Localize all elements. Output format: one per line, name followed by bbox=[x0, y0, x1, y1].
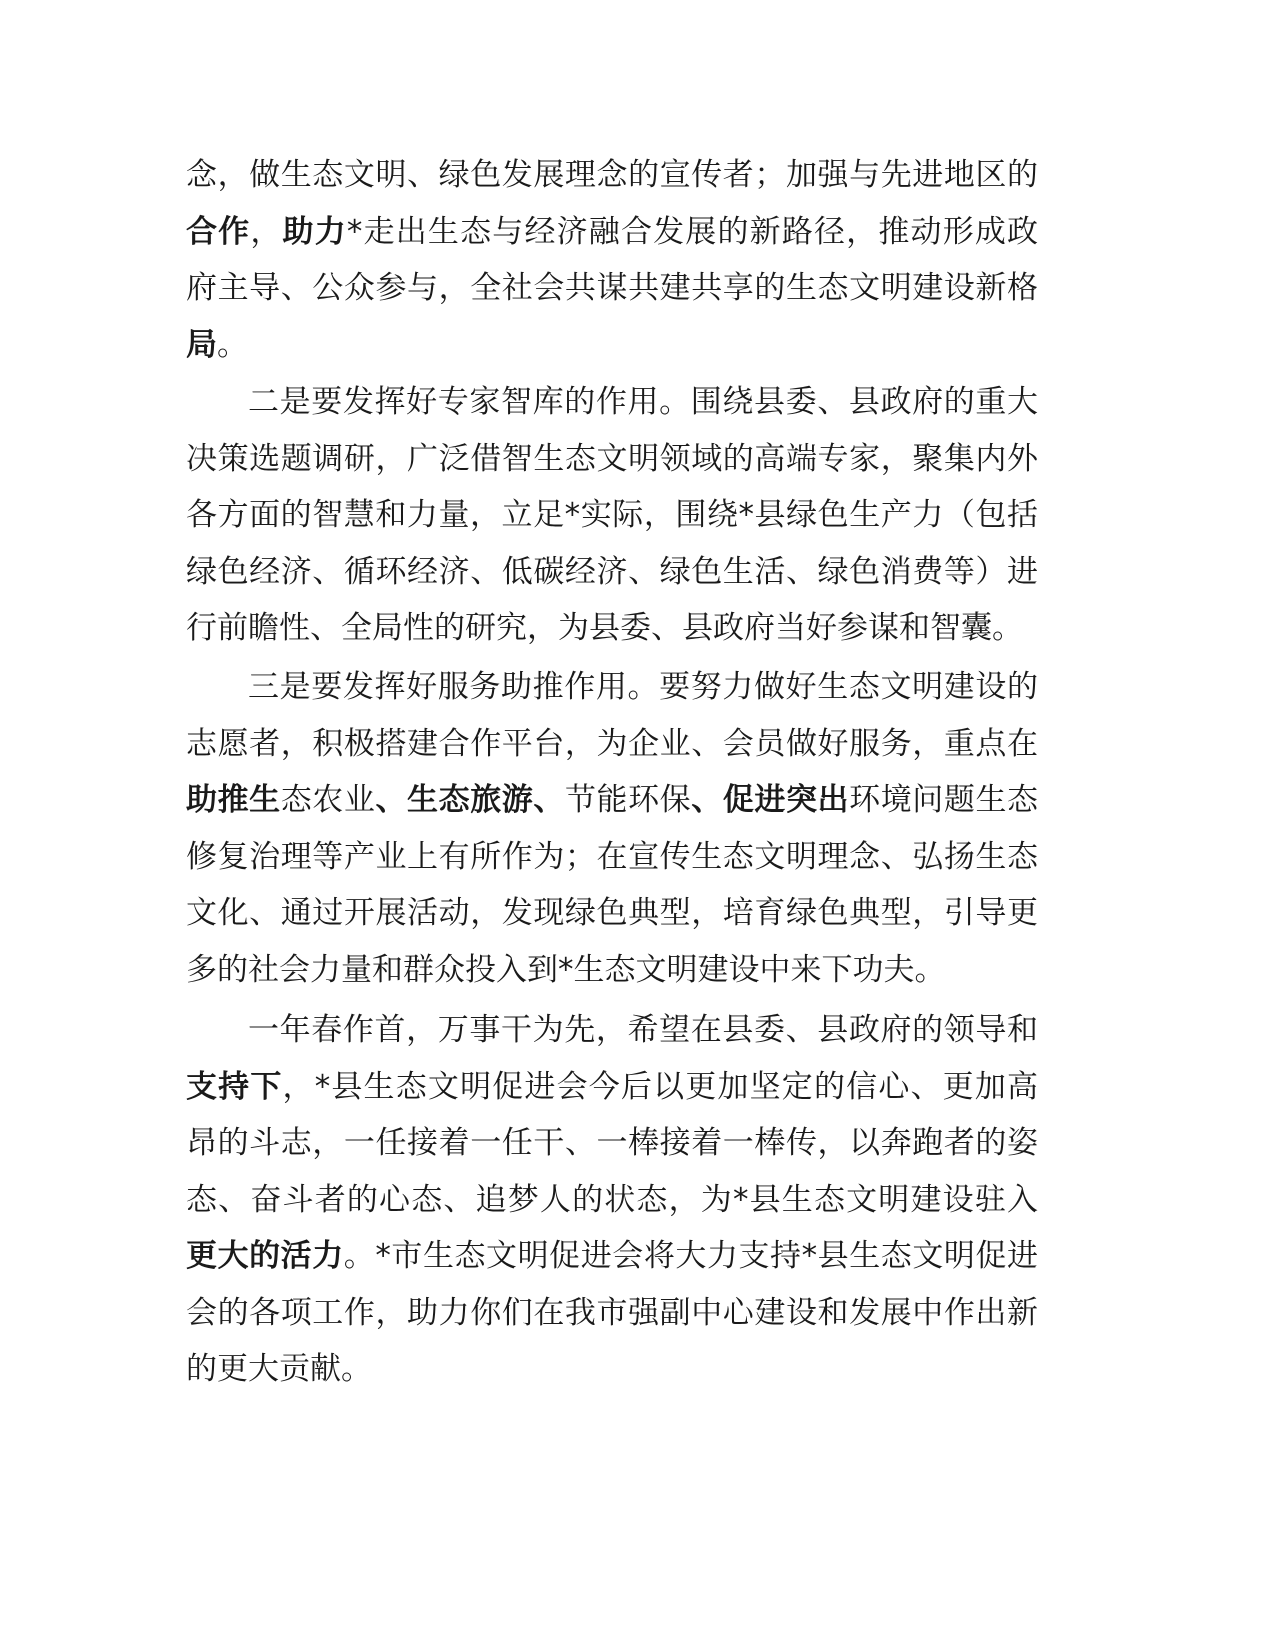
text-line bbox=[186, 268, 1039, 308]
bold-text-run: 支持下 bbox=[186, 1068, 283, 1105]
text-line bbox=[186, 552, 1039, 592]
bold-text-run: 助推生 bbox=[186, 782, 281, 818]
text-line bbox=[186, 950, 946, 990]
text-line bbox=[186, 724, 1039, 764]
text-line bbox=[186, 439, 1039, 479]
text-run: 节能环保 bbox=[564, 782, 692, 818]
bold-text-run: 更大的活力 bbox=[186, 1238, 344, 1274]
bold-text-run: 助力 bbox=[282, 213, 347, 250]
text-line bbox=[186, 1123, 1039, 1163]
text-run: 的更大贡献。 bbox=[186, 1351, 372, 1387]
text-line bbox=[186, 495, 1039, 535]
bold-text-run: 局 bbox=[186, 326, 217, 363]
bold-text-run: 、促进突出 bbox=[691, 782, 850, 818]
text-line bbox=[186, 1067, 1039, 1107]
text-run: 问题生态 bbox=[912, 782, 1039, 818]
text-run: 。 bbox=[217, 326, 248, 363]
text-line bbox=[186, 780, 1039, 820]
text-line bbox=[248, 667, 1039, 707]
text-run: 多的社会力量和群众投入到*生态文明建设中来下功夫。 bbox=[186, 951, 946, 988]
text-run: 行前瞻性、全局性的研究，为县委、县政府当好参谋和智囊。 bbox=[186, 610, 1023, 646]
text-run: 一年春作首，万事干为先，希望在县委、县政府的领导和 bbox=[248, 1012, 1039, 1048]
text-run: 绿色经济、循环经济、低碳经济、绿色生活、绿色消费等）进 bbox=[186, 553, 1039, 590]
text-run: 各方面的智慧和力量，立足*实际，围绕*县绿色生产力（包括 bbox=[186, 497, 1039, 533]
text-line bbox=[186, 325, 248, 365]
text-run: *走出生态与经济融合发展的新路径，推动形成政 bbox=[346, 213, 1040, 250]
text-line bbox=[186, 1236, 1039, 1276]
text-line bbox=[186, 1349, 372, 1389]
text-line bbox=[186, 155, 1039, 195]
text-run: 昂的斗志，一任接着一任干、一棒接着一棒传，以奔跑者的姿 bbox=[186, 1125, 1039, 1161]
text-run: 念，做生态文明、绿色发展理念的宣传者；加强与先进地区的 bbox=[186, 157, 1039, 193]
text-line bbox=[248, 1010, 1039, 1050]
text-run: 修复治理等产业上有所作为；在宣传生态文明理念、弘扬生态 bbox=[186, 838, 1039, 875]
text-line bbox=[186, 837, 1039, 877]
text-run: 府主导、公众参与，全社会共谋共建共享的生态文明建设新格 bbox=[186, 270, 1039, 306]
text-line bbox=[248, 382, 1039, 422]
text-run: 三是要发挥好服务助推作用。要努力做好生态文明建设的 bbox=[248, 669, 1039, 705]
bold-text-run: 合作 bbox=[186, 213, 251, 250]
text-run: 态、奋斗者的心态、追梦人的状态，为*县生态文明建设驻入 bbox=[186, 1181, 1040, 1218]
bold-text-run: 、生态旅游、 bbox=[375, 782, 565, 818]
text-line bbox=[186, 1180, 1039, 1220]
text-line bbox=[186, 608, 1023, 648]
text-line bbox=[186, 212, 1039, 252]
text-line bbox=[186, 893, 1039, 933]
text-run: 二是要发挥好专家智库的作用。围绕县委、县政府的重大 bbox=[248, 384, 1039, 420]
text-run: 文化、通过开展活动，发现绿色典型，培育绿色典型，引导更 bbox=[186, 895, 1039, 931]
text-run: 会的各项工作，助力你们在我市强副中心建设和发展中作出新 bbox=[186, 1294, 1039, 1331]
text-run: ， bbox=[250, 213, 283, 250]
text-run: 志愿者，积极搭建合作平台，为企业、会员做好服务，重点在 bbox=[186, 725, 1039, 762]
text-run: 。*市生态文明促进会将大力支持*县生态文明促进 bbox=[343, 1238, 1039, 1274]
text-line bbox=[186, 1293, 1039, 1333]
text-run: 决策选题调研，广泛借智生态文明领域的高端专家，聚集内外 bbox=[186, 440, 1039, 477]
text-run: 态农业 bbox=[280, 782, 376, 818]
text-run: 环境 bbox=[849, 782, 913, 818]
text-run: ，*县生态文明促进会今后以更加坚定的信心、更加高 bbox=[282, 1068, 1040, 1105]
